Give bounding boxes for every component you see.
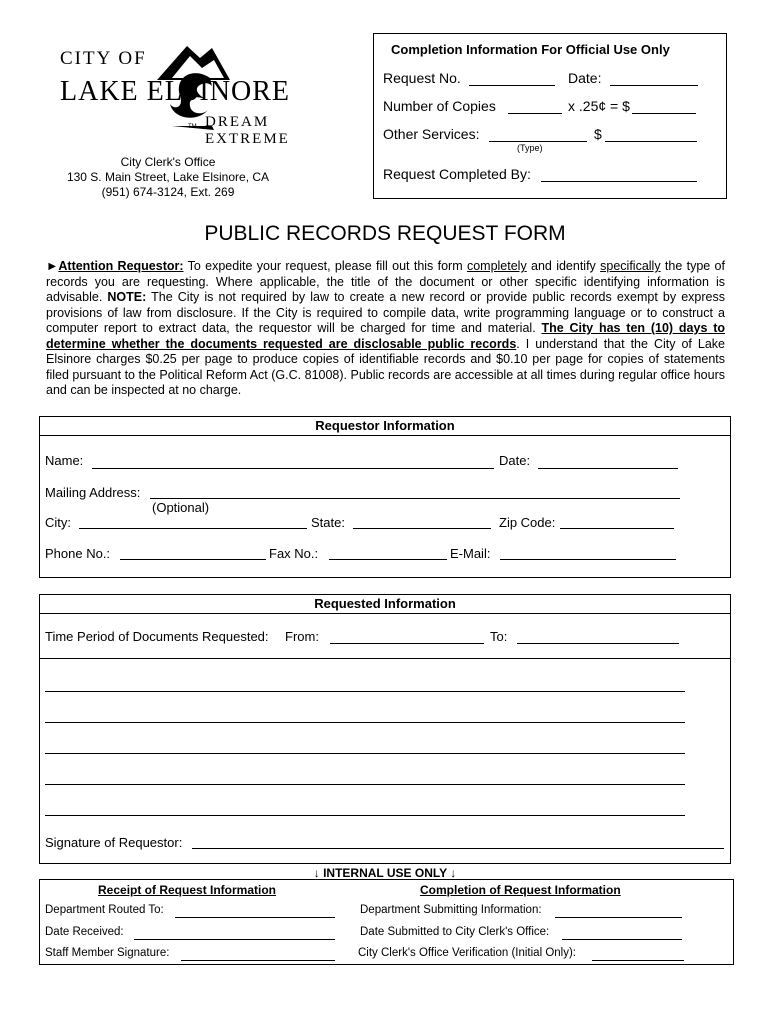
notice-text-1: To expedite your request, please fill out this form	[183, 259, 467, 273]
to-field[interactable]	[517, 643, 679, 644]
notice-text-4: The City is not required by law to create a new record or provide public records exempt by express provisions of law from disclosure. If the City is required to compile data, write programming language or to construct a computer report to extract data, the requestor will be charged for time and material.	[46, 290, 725, 335]
form-title: PUBLIC RECORDS REQUEST FORM	[204, 222, 566, 245]
phone-field[interactable]	[120, 559, 266, 560]
staff-signature-field[interactable]	[181, 960, 335, 961]
office-name: City Clerk's Office	[120, 155, 216, 169]
optional-note: (Optional)	[152, 500, 210, 515]
other-services-dollar: $	[594, 126, 602, 142]
logo-city-of: CITY OF	[60, 48, 147, 69]
name-field[interactable]	[92, 468, 494, 469]
mailing-address-label: Mailing Address:	[45, 485, 141, 500]
department-submitting-field[interactable]	[555, 917, 682, 918]
completion-heading: Completion of Request Information	[420, 883, 621, 897]
logo-tagline: DREAM EXTREME	[205, 114, 290, 147]
signature-field[interactable]	[192, 848, 724, 849]
office-address	[48, 155, 288, 200]
notice-ten-days: The City has ten (10) days to determine whether the documents requested are disclosable public records	[46, 321, 726, 351]
other-services-field[interactable]	[489, 141, 587, 142]
notice-note-label: NOTE:	[107, 290, 147, 304]
official-use-box	[373, 33, 727, 199]
time-period-label: Time Period of Documents Requested:	[45, 629, 269, 644]
request-completed-by-label: Request Completed By:	[383, 166, 531, 182]
requested-information-section	[39, 594, 731, 864]
requestor-information-section	[39, 416, 731, 578]
requestor-header: Requestor Information	[40, 417, 730, 436]
from-label: From:	[285, 629, 319, 644]
logo-lake-elsinore: LAKE ELSINORE	[60, 76, 290, 107]
notice-text-5: . I understand that the City of Lake Elsinore charges $0.25 per page to produce copies of identifiable records and $0.10 per page for copies of statements filed pursuant to the Political Reform Act (G.C. 81008). Public records are accessible at all times during regular office hours and can be inspected at no charge.	[46, 336, 725, 397]
attention-label: Attention Requestor:	[58, 259, 184, 273]
state-label: State:	[311, 515, 345, 530]
notice-completely: completely	[466, 259, 527, 273]
zip-code-field[interactable]	[560, 528, 674, 529]
staff-signature-label: Staff Member Signature:	[45, 947, 170, 959]
office-phone: (951) 674-3124, Ext. 269	[101, 185, 235, 199]
department-submitting-label: Department Submitting Information:	[360, 904, 542, 916]
from-field[interactable]	[330, 643, 484, 644]
zip-code-label: Zip Code:	[499, 515, 556, 530]
copies-total-field[interactable]	[632, 113, 696, 114]
other-services-label: Other Services:	[383, 126, 480, 142]
logo-tm: TM	[188, 124, 197, 130]
receipt-heading: Receipt of Request Information	[98, 883, 277, 897]
request-description-line-4[interactable]	[45, 784, 685, 785]
request-description-line-2[interactable]	[45, 722, 685, 723]
department-routed-field[interactable]	[175, 917, 335, 918]
type-note: (Type)	[517, 143, 543, 153]
to-label: To:	[490, 629, 508, 644]
notice-text-2: and identify	[526, 259, 601, 273]
official-date-field[interactable]	[610, 85, 698, 86]
notice-specifically: specifically	[600, 259, 661, 273]
other-services-amount-field[interactable]	[605, 141, 697, 142]
requested-header: Requested Information	[40, 595, 730, 614]
request-description-line-1[interactable]	[45, 691, 685, 692]
date-submitted-label: Date Submitted to City Clerk's Office:	[360, 926, 550, 938]
arrow-icon: ►	[46, 259, 59, 273]
requestor-date-field[interactable]	[538, 468, 678, 469]
fax-field[interactable]	[329, 559, 447, 560]
internal-use-header: ↓ INTERNAL USE ONLY ↓	[313, 866, 457, 880]
copies-rate-label: x .25¢ = $	[568, 98, 630, 114]
email-field[interactable]	[500, 559, 676, 560]
verification-label: City Clerk's Office Verification (Initial Only):	[358, 947, 576, 959]
official-box-title: Completion Information For Official Use Only	[391, 42, 670, 57]
state-field[interactable]	[353, 528, 491, 529]
email-label: E-Mail:	[450, 546, 491, 561]
date-submitted-field[interactable]	[562, 939, 682, 940]
verification-field[interactable]	[592, 960, 684, 961]
request-no-label: Request No.	[383, 70, 461, 86]
city-logo	[40, 38, 345, 147]
phone-label: Phone No.:	[45, 546, 111, 561]
section-divider	[40, 658, 730, 659]
date-received-field[interactable]	[134, 939, 335, 940]
official-date-label: Date:	[568, 70, 602, 86]
requestor-date-label: Date:	[499, 453, 531, 468]
fax-label: Fax No.:	[269, 546, 319, 561]
signature-label: Signature of Requestor:	[45, 835, 183, 850]
request-description-line-3[interactable]	[45, 753, 685, 754]
office-street: 130 S. Main Street, Lake Elsinore, CA	[66, 170, 270, 184]
request-completed-by-field[interactable]	[541, 181, 697, 182]
mailing-address-field[interactable]	[150, 498, 680, 499]
city-label: City:	[45, 515, 71, 530]
internal-use-section	[39, 879, 734, 965]
number-of-copies-label: Number of Copies	[383, 98, 496, 114]
city-field[interactable]	[79, 528, 307, 529]
request-no-field[interactable]	[469, 85, 555, 86]
attention-notice	[46, 259, 725, 399]
department-routed-label: Department Routed To:	[45, 904, 164, 916]
name-label: Name:	[45, 453, 84, 468]
notice-text-3: the type of records you are requesting. Where applicable, the title of the document or other specific identifying information is advisable.	[46, 259, 725, 304]
number-of-copies-field[interactable]	[508, 113, 562, 114]
date-received-label: Date Received:	[45, 926, 124, 938]
request-description-line-5[interactable]	[45, 815, 685, 816]
